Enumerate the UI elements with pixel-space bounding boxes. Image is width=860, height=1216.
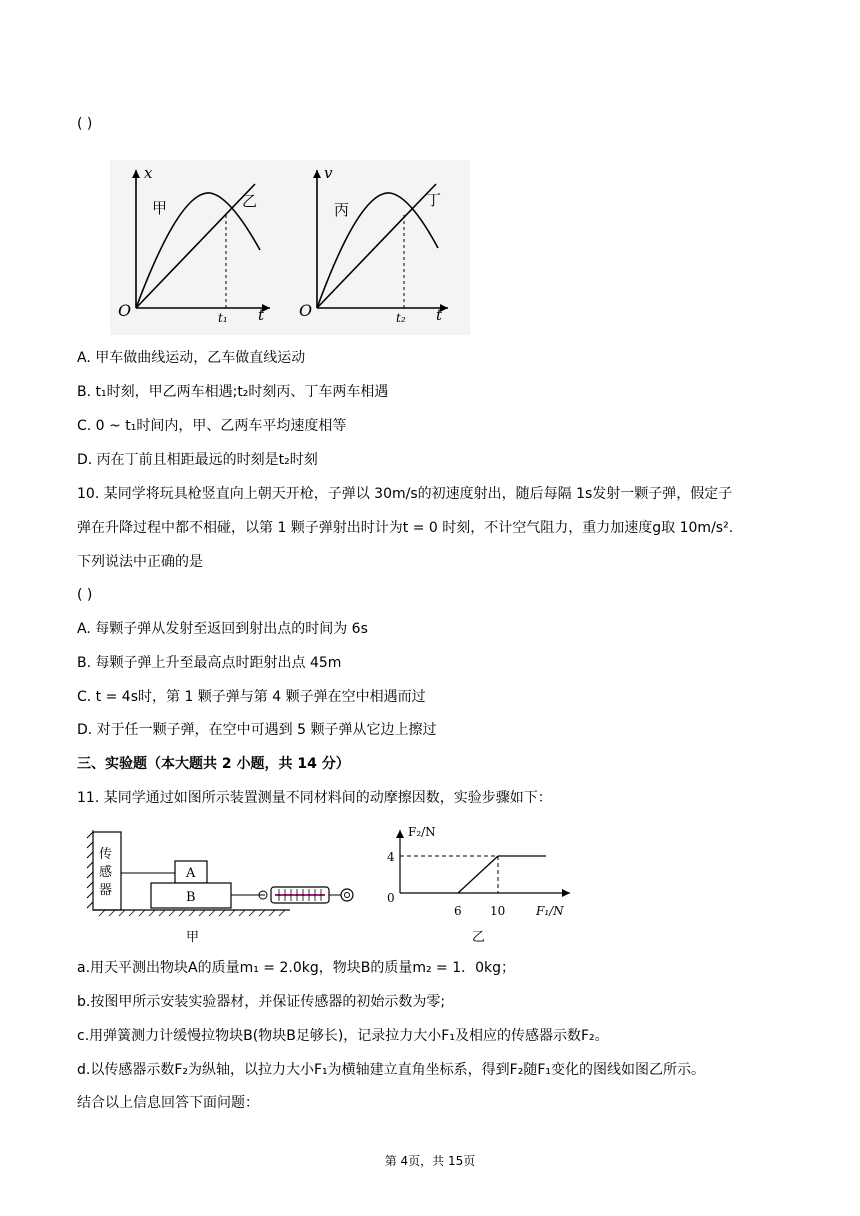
q10-line-1: 10. 某同学将玩具枪竖直向上朝天开枪，子弹以 30m/s的初速度射出，随后每隔 1s发射一颗子弹，假定子	[77, 486, 733, 502]
block-a-label: A	[186, 866, 196, 881]
q9-graph1-line-label: 乙	[242, 192, 258, 210]
block-b-label: B	[186, 890, 196, 905]
q10-line-2: 弹在升降过程中都不相碰，以第 1 颗子弹射出时计为t = 0 时刻，不计空气阻力，重力加速度g取 10m/s².	[77, 520, 734, 536]
q9-graph1-y-label: x	[144, 164, 153, 182]
graph-caption: 乙	[472, 930, 486, 945]
sensor-char-2: 感	[99, 865, 113, 880]
q9-option-d: D. 丙在丁前且相距最远的时刻是t₂时刻	[77, 452, 318, 468]
apparatus-caption: 甲	[186, 930, 200, 945]
apparatus-figure	[85, 828, 365, 918]
q11-step-c: c.用弹簧测力计缓慢拉物块B(物块B足够长)，记录拉力大小F₁及相应的传感器示数F₂。	[77, 1028, 609, 1044]
q9-bracket: ( )	[77, 116, 93, 132]
q9-graph2-tick: t₂	[396, 311, 406, 325]
q9-graph2-curve-label: 丙	[334, 201, 350, 219]
f2-f1-graph	[380, 822, 580, 922]
q10-option-d: D. 对于任一颗子弹，在空中可遇到 5 颗子弹从它边上擦过	[77, 722, 437, 738]
graph-x-label: F₁/N	[536, 904, 564, 918]
graph-y-tick: 4	[387, 850, 395, 864]
q9-graph2-origin: O	[299, 301, 313, 320]
graph-origin: 0	[387, 891, 395, 905]
graph-x-tick-1: 6	[454, 904, 462, 918]
q10-option-c: C. t = 4s时，第 1 颗子弹与第 4 颗子弹在空中相遇而过	[77, 689, 426, 705]
q10-line-3: 下列说法中正确的是	[77, 554, 203, 570]
q9-graph2-y-label: v	[324, 164, 333, 182]
q11-intro: 11. 某同学通过如图所示装置测量不同材料间的动摩擦因数，实验步骤如下：	[77, 790, 552, 806]
q9-graph2-line-label: 丁	[426, 191, 442, 209]
q11-step-a: a.用天平测出物块A的质量m₁ = 2.0kg，物块B的质量m₂ = 1．0kg；	[77, 960, 516, 976]
q10-option-b: B. 每颗子弹上升至最高点时距射出点 45m	[77, 655, 342, 671]
q11-step-b: b.按图甲所示安装实验器材，并保证传感器的初始示数为零;	[77, 994, 446, 1010]
q9-option-c: C. 0 ~ t₁时间内，甲、乙两车平均速度相等	[77, 418, 347, 434]
q9-graph1-origin: O	[118, 301, 132, 320]
q10-bracket: ( )	[77, 587, 93, 603]
q9-graph1-curve-label: 甲	[152, 199, 168, 217]
graph-x-tick-2: 10	[490, 904, 506, 918]
sensor-char-1: 传	[99, 847, 113, 862]
sensor-char-3: 器	[99, 883, 113, 898]
page-footer: 第 4页，共 15页	[384, 1154, 476, 1168]
q9-graph1-tick: t₁	[218, 311, 228, 325]
q9-option-b: B. t₁时刻，甲乙两车相遇;t₂时刻丙、丁车两车相遇	[77, 384, 389, 400]
q9-option-a: A. 甲车做曲线运动，乙车做直线运动	[77, 350, 306, 366]
q9-graph2-x-label: t	[436, 306, 443, 324]
q10-option-a: A. 每颗子弹从发射至返回到射出点的时间为 6s	[77, 621, 368, 637]
q11-closing: 结合以上信息回答下面问题：	[77, 1095, 259, 1111]
q11-step-d: d.以传感器示数F₂为纵轴，以拉力大小F₁为横轴建立直角坐标系，得到F₂随F₁变化的图线如图乙所示。	[77, 1062, 705, 1078]
q9-figure	[110, 160, 470, 335]
graph-y-label: F₂/N	[408, 825, 436, 839]
q9-graph1-x-label: t	[258, 306, 265, 324]
section-heading: 三、实验题（本大题共 2 小题，共 14 分）	[77, 756, 350, 772]
